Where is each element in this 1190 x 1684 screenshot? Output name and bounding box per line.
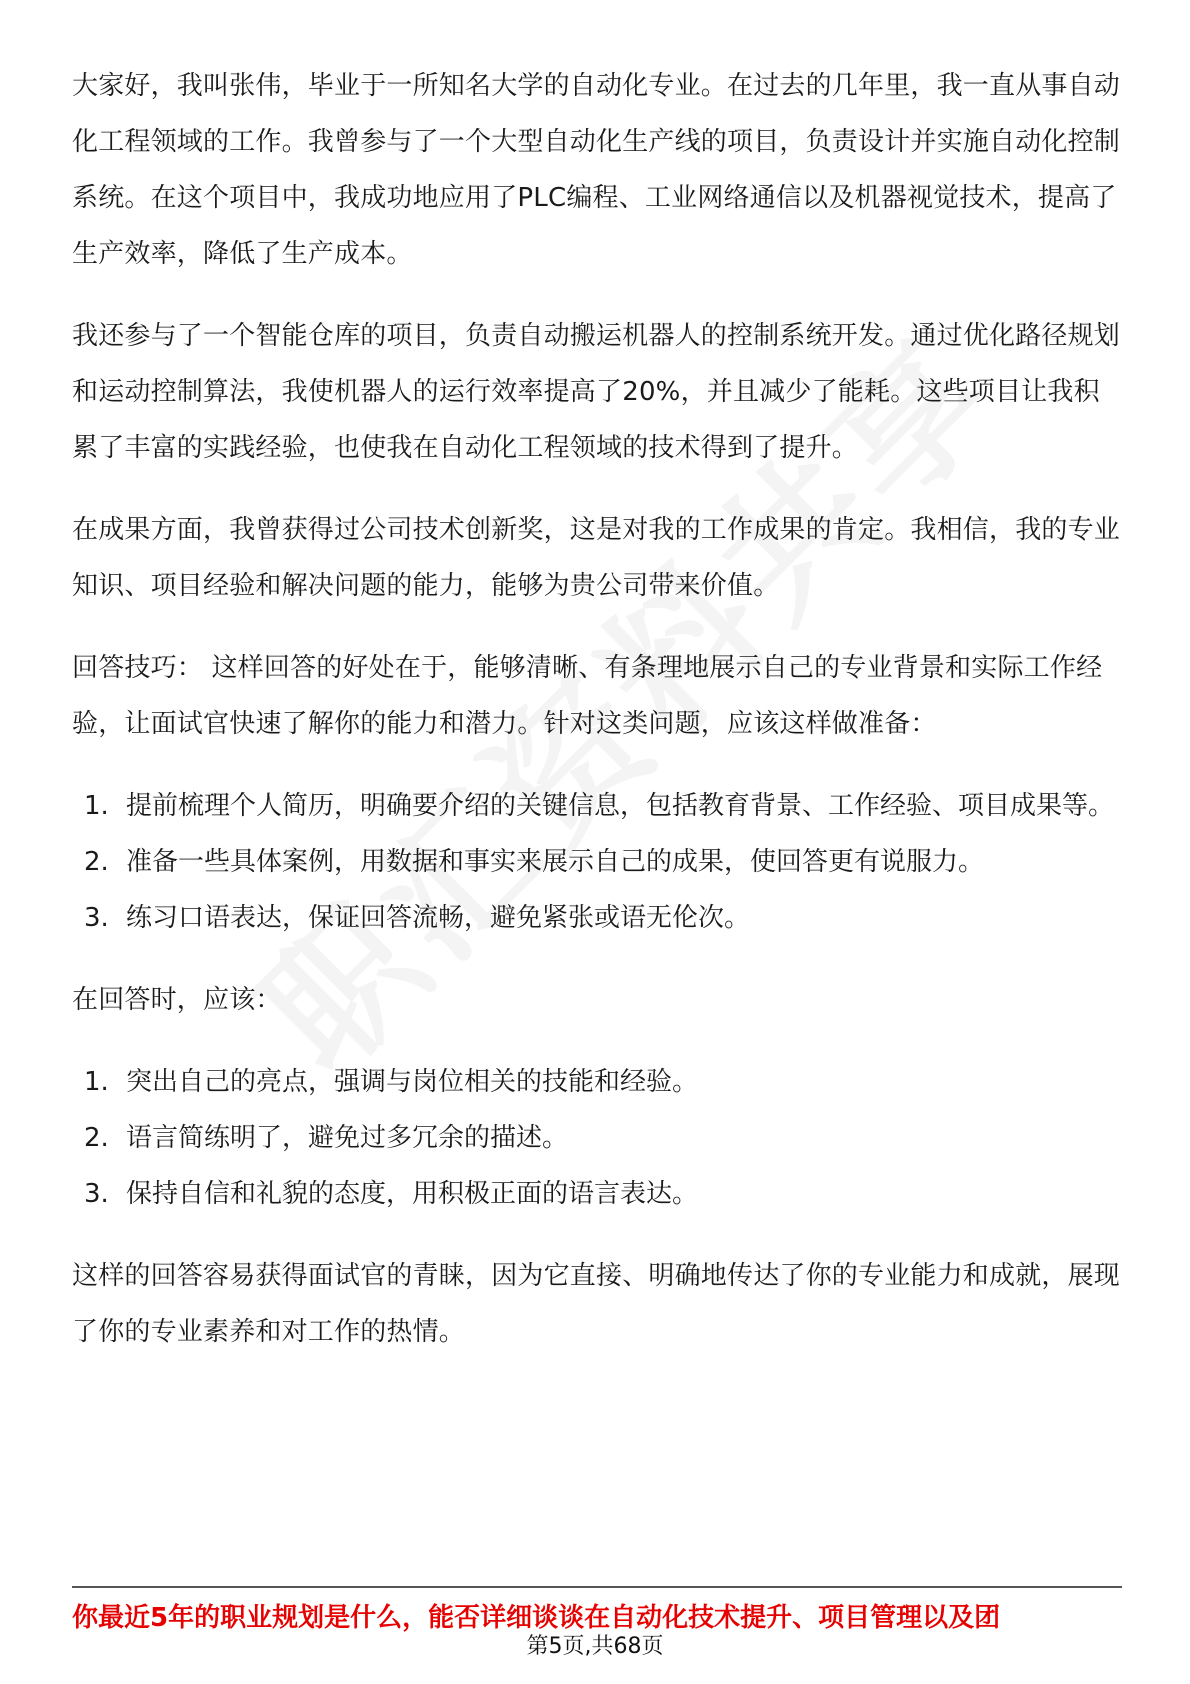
list-item-number: 1.: [84, 1067, 109, 1097]
conclusion-paragraph: 这样的回答容易获得面试官的青睐，因为它直接、明确地传达了你的专业能力和成就，展现了你的专业素养和对工作的热情。: [72, 1261, 1121, 1347]
list-item: [72, 778, 1122, 834]
list-item-text: 语言简练明了，避免过多冗余的描述。: [126, 1123, 569, 1153]
list-item-number: 2.: [84, 847, 109, 877]
list-item-text: 提前梳理个人简历，明确要介绍的关键信息，包括教育背景、工作经验、项目成果等。: [126, 791, 1115, 821]
page-body: [72, 58, 1122, 1360]
achievement-paragraph: 在成果方面，我曾获得过公司技术创新奖，这是对我的工作成果的肯定。我相信，我的专业知识、项目经验和解决问题的能力，能够为贵公司带来价值。: [72, 515, 1121, 601]
list-item: [72, 890, 1122, 946]
section-divider: [72, 1586, 1122, 1588]
list-item: [72, 1166, 1122, 1222]
list-item: [72, 1110, 1122, 1166]
intro-paragraph: 大家好，我叫张伟，毕业于一所知名大学的自动化专业。在过去的几年里，我一直从事自动化工程领域的工作。我曾参与了一个大型自动化生产线的项目，负责设计并实施自动化控制系统。在这个项目中，我成功地应用了PLC编程、工业网络通信以及机器视觉技术，提高了生产效率，降低了生产成本。: [72, 71, 1121, 269]
when-answering-paragraph: 在回答时，应该：: [72, 985, 282, 1015]
list-item: [72, 834, 1122, 890]
list-item-text: 练习口语表达，保证回答流畅，避免紧张或语无伦次。: [126, 903, 751, 933]
list-item-text: 保持自信和礼貌的态度，用积极正面的语言表达。: [126, 1179, 699, 1209]
next-question-heading: 你最近5年的职业规划是什么，能否详细谈谈在自动化技术提升、项目管理以及团: [72, 1603, 1001, 1633]
list-item-text: 突出自己的亮点，强调与岗位相关的技能和经验。: [126, 1067, 699, 1097]
warehouse-project-paragraph: 我还参与了一个智能仓库的项目，负责自动搬运机器人的控制系统开发。通过优化路径规划和运动控制算法，我使机器人的运行效率提高了20%，并且减少了能耗。这些项目让我积累了丰富的实践经验，也使我在自动化工程领域的技术得到了提升。: [72, 321, 1121, 463]
list-item-text: 准备一些具体案例，用数据和事实来展示自己的成果，使回答更有说服力。: [126, 847, 985, 877]
preparation-list: [72, 778, 1122, 946]
page-number: 第5页,共68页: [526, 1634, 664, 1659]
list-item: [72, 1054, 1122, 1110]
list-item-number: 1.: [84, 791, 109, 821]
list-item-number: 2.: [84, 1123, 109, 1153]
list-item-number: 3.: [84, 1179, 109, 1209]
answering-list: [72, 1054, 1122, 1222]
answer-tips-paragraph: 回答技巧： 这样回答的好处在于，能够清晰、有条理地展示自己的专业背景和实际工作经验，让面试官快速了解你的能力和潜力。针对这类问题，应该这样做准备：: [72, 653, 1103, 739]
list-item-number: 3.: [84, 903, 109, 933]
